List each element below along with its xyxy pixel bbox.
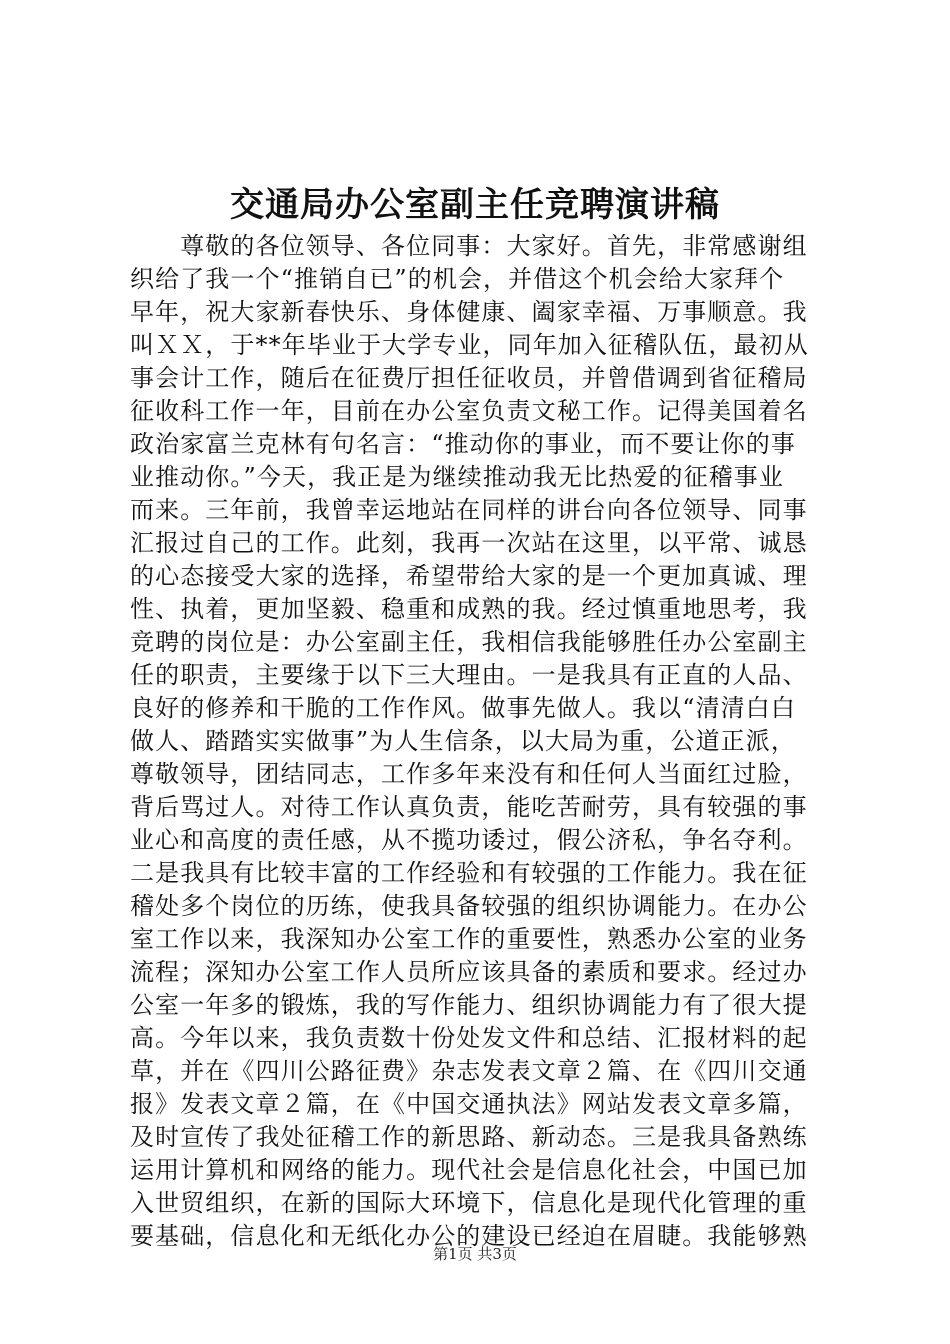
body-line: 事会计工作，随后在征费厅担任征收员，并曾借调到省征稽局 xyxy=(130,364,808,392)
body-line: 早年，祝大家新春快乐、身体健康、阖家幸福、万事顺意。我 xyxy=(130,298,808,326)
body-line: 背后骂过人。对待工作认真负责，能吃苦耐劳，具有较强的事 xyxy=(130,793,808,821)
body-line: 尊敬的各位领导、各位同事：大家好。首先，非常感谢组 xyxy=(130,232,808,260)
body-line: 做人、踏踏实实做事”为人生信条，以大局为重，公道正派， xyxy=(130,727,796,755)
body-line: 运用计算机和网络的能力。现代社会是信息化社会，中国已加 xyxy=(130,1156,808,1184)
page-footer: 第1页 共3页 xyxy=(433,1245,517,1263)
body-line: 稽处多个岗位的历练，使我具备较强的组织协调能力。在办公 xyxy=(130,892,808,920)
document-title: 交通局办公室副主任竞聘演讲稿 xyxy=(230,185,720,225)
body-line: 入世贸组织，在新的国际大环境下，信息化是现代化管理的重 xyxy=(130,1189,808,1217)
body-line: 高。今年以来，我负责数十份处发文件和总结、汇报材料的起 xyxy=(130,1024,808,1052)
body-line: 要基础，信息化和无纸化办公的建设已经迫在眉睫。我能够熟 xyxy=(130,1222,808,1250)
body-line: 织给了我一个“推销自已”的机会，并借这个机会给大家拜个 xyxy=(130,265,785,293)
body-line: 汇报过自己的工作。此刻，我再一次站在这里，以平常、诚恳 xyxy=(130,529,808,557)
body-line: 叫ＸＸ，于**年毕业于大学专业，同年加入征稽队伍，最初从 xyxy=(130,331,809,359)
body-line: 草，并在《四川公路征费》杂志发表文章２篇、在《四川交通 xyxy=(130,1057,808,1085)
body-line: 公室一年多的锻炼，我的写作能力、组织协调能力有了很大提 xyxy=(130,991,808,1019)
body-line: 尊敬领导，团结同志，工作多年来没有和任何人当面红过脸， xyxy=(130,760,808,788)
body-line: 竞聘的岗位是：办公室副主任，我相信我能够胜任办公室副主 xyxy=(130,628,808,656)
body-line: 业心和高度的责任感，从不揽功诿过，假公济私，争名夺利。 xyxy=(130,826,808,854)
body-line: 征收科工作一年，目前在办公室负责文秘工作。记得美国着名 xyxy=(130,397,808,425)
body-line: 政治家富兰克林有句名言：“推动你的事业，而不要让你的事 xyxy=(130,430,796,458)
body-line: 而来。三年前，我曾幸运地站在同样的讲台向各位领导、同事 xyxy=(130,496,808,524)
body-line: 良好的修养和干脆的工作作风。做事先做人。我以“清清白白 xyxy=(130,694,796,722)
document-body xyxy=(130,230,826,1253)
body-line: 二是我具有比较丰富的工作经验和有较强的工作能力。我在征 xyxy=(130,859,808,887)
body-line: 的心态接受大家的选择，希望带给大家的是一个更加真诚、理 xyxy=(130,562,808,590)
body-line: 及时宣传了我处征稽工作的新思路、新动态。三是我具备熟练 xyxy=(130,1123,808,1151)
body-line: 任的职责，主要缘于以下三大理由。一是我具有正直的人品、 xyxy=(130,661,808,689)
body-line: 流程；深知办公室工作人员所应该具备的素质和要求。经过办 xyxy=(130,958,808,986)
body-line: 性、执着，更加坚毅、稳重和成熟的我。经过慎重地思考，我 xyxy=(130,595,808,623)
body-line: 报》发表文章２篇，在《中国交通执法》网站发表文章多篇， xyxy=(130,1090,808,1118)
body-line: 室工作以来，我深知办公室工作的重要性，熟悉办公室的业务 xyxy=(130,925,808,953)
body-line: 业推动你。”今天，我正是为继续推动我无比热爱的征稽事业 xyxy=(130,463,784,491)
